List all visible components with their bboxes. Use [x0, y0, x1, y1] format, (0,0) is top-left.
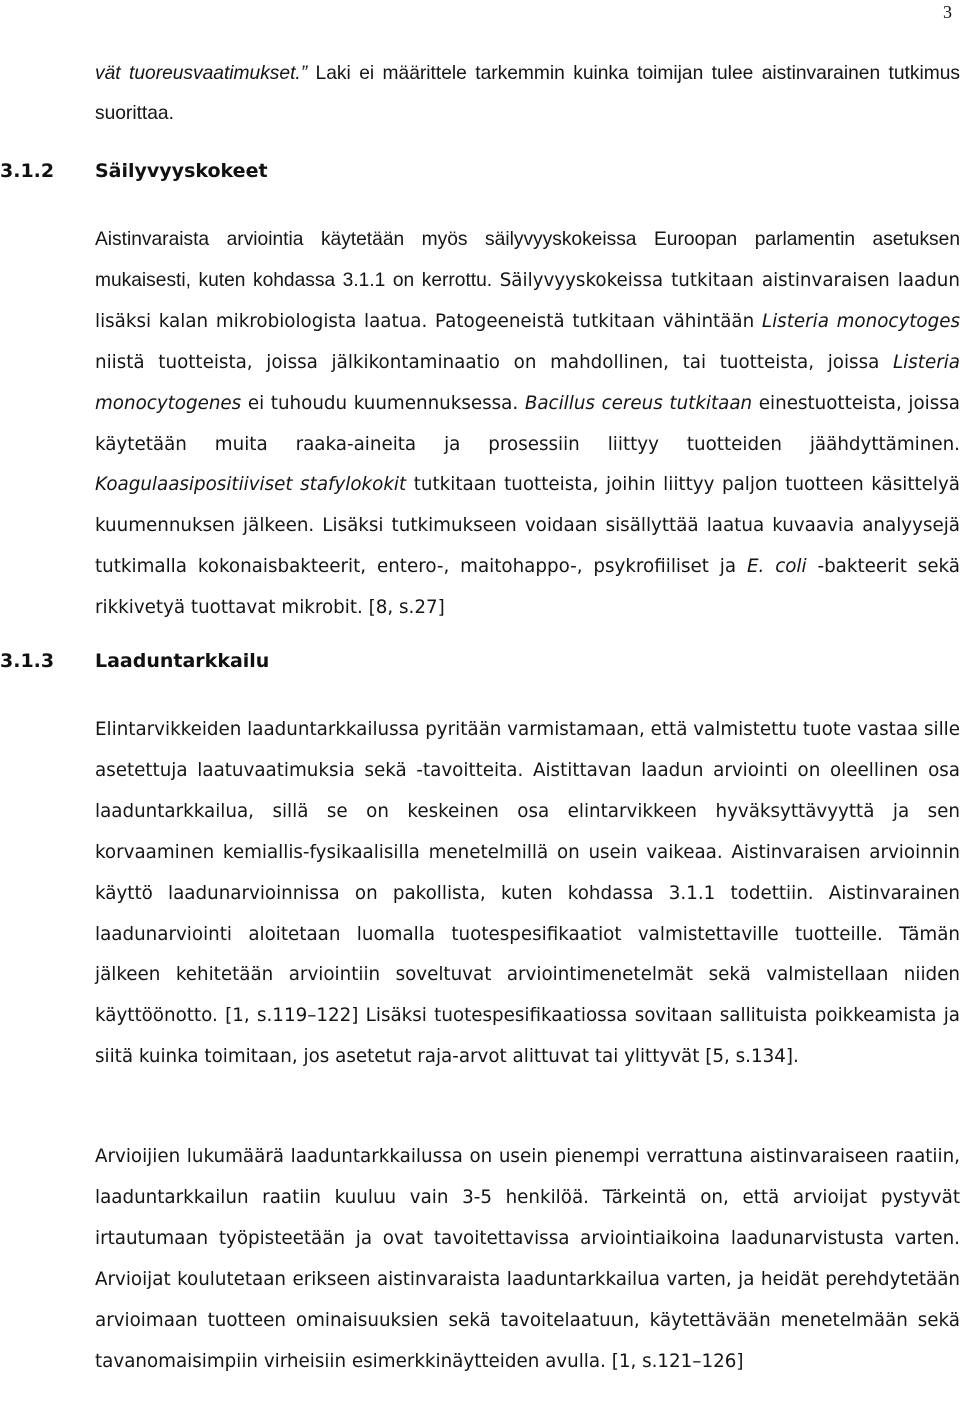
paragraph-evaluators: Arvioijien lukumäärä laaduntarkkailussa on usein pienempi verrattuna aistinvaraiseen raatiin, laaduntarkkailun raatiin kuuluu vain 3-5 henkilöä. Tärkeintä on, että arvioijat pystyvät irtautumaan työpisteetään ja ovat tavoitettavissa arviointiaikoina laadunarvistusta varten. Arvioijat koulutetaan erikseen aistinvaraista laaduntarkkailua varten, ja heidät perehdytetään arvioimaan tuotteen ominaisuuksien sekä tavoitelaatuun, käytettävään menetelmään sekä tavanomaisimpiin virheisiin esimerkkinäytteiden avulla. [1, s.121–126]: [95, 1146, 960, 1372]
text-run: niistä tuotteista, joissa jälkikontaminaatio on mahdollinen, tai tuotteista, joissa: [95, 351, 893, 373]
page-number: 3: [943, 2, 952, 22]
intro-italic-text: vät tuoreusvaatimukset.”: [95, 63, 308, 84]
species-name: Koagulaasipositiiviset stafylokokit: [95, 474, 407, 496]
species-name: Bacillus cereus tutkitaan: [524, 392, 753, 414]
section-number: 3.1.3: [0, 650, 55, 672]
text-run: einestuotteista, joissa käytetään muita raaka-aineita ja prosessiin liittyy tuotteiden jäähdyttäminen.: [95, 392, 960, 455]
text-run: Aistinvaraista arviointia käytetään myös säilyvyyskokeissa Euroopan parlamentin asetuksen mukaisesti, kuten kohdassa 3.1.1 on kerrottu.: [95, 229, 960, 291]
species-name: E. coli: [746, 556, 807, 578]
text-run: Säilyvyyskokeissa tutkitaan aistinvaraisen laadun lisäksi kalan mikrobiologista laatua. Patogeeneistä tutkitaan vähintään: [95, 269, 960, 332]
section-title: Säilyvyyskokeet: [95, 160, 268, 182]
species-name: Listeria monocytogenes: [95, 351, 960, 414]
paragraph-shelf-life: [95, 220, 960, 629]
intro-paragraph: [95, 54, 960, 134]
paragraph-quality-control: Elintarvikkeiden laaduntarkkailussa pyritään varmistamaan, että valmistettu tuote vastaa sille asetettuja laatuvaatimuksia sekä -tavoitteita. Aistittavan laadun arviointi on oleellinen osa laaduntarkkailua, sillä se on keskeinen osa elintarvikkeen hyväksyttävyyttä ja sen korvaaminen kemiallis-fysikaalisilla menetelmillä on usein vaikeaa. Aistinvaraisen arvioinnin käyttö laadunarvioinnissa on pakollista, kuten kohdassa 3.1.1 todettiin. Aistinvarainen laadunarviointi aloitetaan luomalla tuotespesifikaatiot valmistettaville tuotteille. Tämän jälkeen kehitetään arviointiin soveltuvat arviointimenetelmät sekä valmistellaan niiden käyttöönotto. [1, s.119–122] Lisäksi tuotespesifikaatiossa sovitaan sallituista poikkeamista ja siitä kuinka toimitaan, jos asetetut raja-arvot alittuvat tai ylittyvät [5, s.134].: [95, 719, 960, 1068]
intro-text: Laki ei määrittele tarkemmin kuinka toimijan tulee aistinvarainen tutkimus suorittaa.: [95, 63, 960, 124]
text-run: ei tuhoudu kuumennuksessa.: [241, 392, 525, 414]
text-run: tutkitaan tuotteista, joihin liittyy paljon tuotteen käsittelyä kuumennuksen jälkeen. Lisäksi tutkimukseen voidaan sisällyttää laatua kuvaavia analyysejä tutkimalla kokonaisbakteerit, entero-, maitohappo-, psykrofiiliset ja: [95, 474, 960, 578]
section-number: 3.1.2: [0, 160, 55, 182]
species-name: Listeria monocytoges: [761, 310, 960, 332]
text-run: -bakteerit sekä rikkivetyä tuottavat mikrobit. [8, s.27]: [95, 556, 960, 619]
section-title: Laaduntarkkailu: [95, 650, 270, 672]
